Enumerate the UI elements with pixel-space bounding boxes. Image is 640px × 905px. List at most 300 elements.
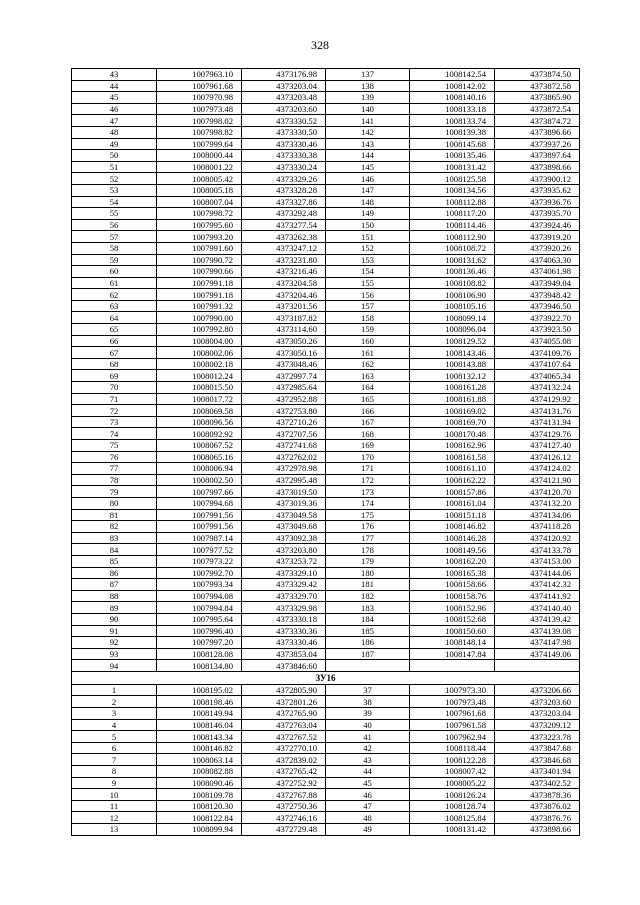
x-coordinate: 1008195.02 bbox=[157, 684, 242, 696]
table-row bbox=[72, 277, 580, 289]
point-number: 47 bbox=[72, 115, 157, 127]
x-coordinate: 1008122.28 bbox=[410, 754, 495, 766]
table-row bbox=[72, 532, 580, 544]
x-coordinate: 1008161.04 bbox=[410, 497, 495, 509]
point-number: 88 bbox=[72, 590, 157, 602]
point-number: 79 bbox=[72, 486, 157, 498]
x-coordinate: 1008007.42 bbox=[410, 766, 495, 778]
x-coordinate: 1008145.68 bbox=[410, 138, 495, 150]
point-number: 184 bbox=[326, 613, 410, 625]
y-coordinate: 4373330.18 bbox=[242, 613, 326, 625]
x-coordinate: 1007961.68 bbox=[410, 708, 495, 720]
x-coordinate: 1008133.18 bbox=[410, 103, 495, 115]
x-coordinate: 1007993.34 bbox=[157, 579, 242, 591]
y-coordinate: 4372767.88 bbox=[242, 789, 326, 801]
point-number: 63 bbox=[72, 300, 157, 312]
point-number: 67 bbox=[72, 347, 157, 359]
table-row bbox=[72, 92, 580, 104]
point-number: 86 bbox=[72, 567, 157, 579]
point-number: 78 bbox=[72, 474, 157, 486]
y-coordinate: 4373920.26 bbox=[495, 242, 580, 254]
x-coordinate: 1007997.66 bbox=[157, 486, 242, 498]
y-coordinate: 4373204.58 bbox=[242, 277, 326, 289]
y-coordinate: 4373223.78 bbox=[495, 731, 580, 743]
y-coordinate: 4372752.92 bbox=[242, 777, 326, 789]
x-coordinate: 1008105.16 bbox=[410, 300, 495, 312]
y-coordinate: 4372997.74 bbox=[242, 370, 326, 382]
point-number bbox=[326, 660, 410, 672]
table-row bbox=[72, 173, 580, 185]
point-number: 151 bbox=[326, 231, 410, 243]
x-coordinate: 1008152.68 bbox=[410, 613, 495, 625]
point-number: 46 bbox=[72, 103, 157, 115]
point-number: 12 bbox=[72, 812, 157, 824]
table-row bbox=[72, 742, 580, 754]
table-row bbox=[72, 451, 580, 463]
point-number: 154 bbox=[326, 266, 410, 278]
x-coordinate: 1008106.90 bbox=[410, 289, 495, 301]
x-coordinate: 1008065.16 bbox=[157, 451, 242, 463]
y-coordinate: 4374129.92 bbox=[495, 393, 580, 405]
point-number: 11 bbox=[72, 800, 157, 812]
point-number: 83 bbox=[72, 532, 157, 544]
x-coordinate: 1008170.48 bbox=[410, 428, 495, 440]
point-number: 43 bbox=[326, 754, 410, 766]
point-number: 92 bbox=[72, 637, 157, 649]
table-row bbox=[72, 463, 580, 475]
table-row bbox=[72, 766, 580, 778]
y-coordinate: 4372765.90 bbox=[242, 708, 326, 720]
x-coordinate: 1008131.62 bbox=[410, 254, 495, 266]
y-coordinate: 4373216.46 bbox=[242, 266, 326, 278]
y-coordinate: 4374132.24 bbox=[495, 382, 580, 394]
table-row bbox=[72, 196, 580, 208]
y-coordinate: 4373922.70 bbox=[495, 312, 580, 324]
y-coordinate: 4373329.42 bbox=[242, 579, 326, 591]
y-coordinate: 4373330.36 bbox=[242, 625, 326, 637]
point-number: 146 bbox=[326, 173, 410, 185]
y-coordinate: 4373206.66 bbox=[495, 684, 580, 696]
x-coordinate: 1008131.42 bbox=[410, 161, 495, 173]
point-number: 65 bbox=[72, 324, 157, 336]
point-number: 145 bbox=[326, 161, 410, 173]
x-coordinate: 1008117.20 bbox=[410, 208, 495, 220]
y-coordinate: 4373876.02 bbox=[495, 800, 580, 812]
table-row bbox=[72, 824, 580, 836]
point-number: 70 bbox=[72, 382, 157, 394]
table-row bbox=[72, 497, 580, 509]
y-coordinate: 4372762.02 bbox=[242, 451, 326, 463]
x-coordinate: 1008165.38 bbox=[410, 567, 495, 579]
table-row bbox=[72, 69, 580, 81]
x-coordinate: 1008069.58 bbox=[157, 405, 242, 417]
point-number: 45 bbox=[326, 777, 410, 789]
y-coordinate: 4373203.48 bbox=[242, 92, 326, 104]
table-row bbox=[72, 777, 580, 789]
table-row bbox=[72, 789, 580, 801]
point-number: 69 bbox=[72, 370, 157, 382]
table-row bbox=[72, 358, 580, 370]
x-coordinate: 1008161.10 bbox=[410, 463, 495, 475]
x-coordinate: 1008158.76 bbox=[410, 590, 495, 602]
section-header-row bbox=[72, 671, 580, 684]
y-coordinate: 4373049.68 bbox=[242, 521, 326, 533]
x-coordinate: 1007973.48 bbox=[410, 696, 495, 708]
point-number: 137 bbox=[326, 69, 410, 81]
table-row bbox=[72, 602, 580, 614]
point-number: 172 bbox=[326, 474, 410, 486]
y-coordinate: 4373898.66 bbox=[495, 824, 580, 836]
x-coordinate: 1008063.14 bbox=[157, 754, 242, 766]
y-coordinate: 4374120.92 bbox=[495, 532, 580, 544]
x-coordinate: 1007991.18 bbox=[157, 277, 242, 289]
x-coordinate: 1007994.84 bbox=[157, 602, 242, 614]
point-number: 2 bbox=[72, 696, 157, 708]
x-coordinate: 1008157.86 bbox=[410, 486, 495, 498]
table-row bbox=[72, 312, 580, 324]
y-coordinate: 4372767.52 bbox=[242, 731, 326, 743]
table-row bbox=[72, 115, 580, 127]
y-coordinate: 4374139.08 bbox=[495, 625, 580, 637]
point-number: 156 bbox=[326, 289, 410, 301]
y-coordinate: 4373203.04 bbox=[242, 80, 326, 92]
y-coordinate: 4373846.60 bbox=[242, 660, 326, 672]
x-coordinate: 1007973.48 bbox=[157, 103, 242, 115]
x-coordinate: 1007998.82 bbox=[157, 126, 242, 138]
table-row bbox=[72, 590, 580, 602]
x-coordinate: 1008082.88 bbox=[157, 766, 242, 778]
point-number: 164 bbox=[326, 382, 410, 394]
point-number: 55 bbox=[72, 208, 157, 220]
point-number: 42 bbox=[326, 742, 410, 754]
x-coordinate: 1008140.16 bbox=[410, 92, 495, 104]
y-coordinate: 4373253.72 bbox=[242, 555, 326, 567]
point-number: 44 bbox=[72, 80, 157, 92]
table-row bbox=[72, 731, 580, 743]
point-number: 57 bbox=[72, 231, 157, 243]
point-number: 180 bbox=[326, 567, 410, 579]
x-coordinate: 1007992.70 bbox=[157, 567, 242, 579]
y-coordinate: 4374129.76 bbox=[495, 428, 580, 440]
x-coordinate: 1008000.44 bbox=[157, 150, 242, 162]
point-number: 158 bbox=[326, 312, 410, 324]
y-coordinate: 4373203.80 bbox=[242, 544, 326, 556]
point-number: 53 bbox=[72, 184, 157, 196]
x-coordinate: 1008099.14 bbox=[410, 312, 495, 324]
x-coordinate: 1008108.82 bbox=[410, 277, 495, 289]
point-number: 94 bbox=[72, 660, 157, 672]
x-coordinate: 1007961.68 bbox=[157, 80, 242, 92]
x-coordinate: 1008146.82 bbox=[157, 742, 242, 754]
point-number: 175 bbox=[326, 509, 410, 521]
x-coordinate: 1007993.20 bbox=[157, 231, 242, 243]
y-coordinate: 4373019.50 bbox=[242, 486, 326, 498]
point-number: 40 bbox=[326, 719, 410, 731]
table-row bbox=[72, 231, 580, 243]
coordinates-table bbox=[71, 68, 580, 836]
y-coordinate: 4372741.68 bbox=[242, 440, 326, 452]
point-number: 56 bbox=[72, 219, 157, 231]
point-number: 39 bbox=[326, 708, 410, 720]
x-coordinate: 1007994.08 bbox=[157, 590, 242, 602]
y-coordinate: 4373019.36 bbox=[242, 497, 326, 509]
table-row bbox=[72, 150, 580, 162]
x-coordinate: 1007997.20 bbox=[157, 637, 242, 649]
point-number: 138 bbox=[326, 80, 410, 92]
y-coordinate: 4373327.86 bbox=[242, 196, 326, 208]
point-number: 61 bbox=[72, 277, 157, 289]
x-coordinate: 1007991.56 bbox=[157, 521, 242, 533]
x-coordinate: 1007991.60 bbox=[157, 242, 242, 254]
x-coordinate: 1008067.52 bbox=[157, 440, 242, 452]
y-coordinate: 4373329.26 bbox=[242, 173, 326, 185]
table-row bbox=[72, 184, 580, 196]
y-coordinate: 4373187.82 bbox=[242, 312, 326, 324]
point-number: 60 bbox=[72, 266, 157, 278]
table-row bbox=[72, 428, 580, 440]
x-coordinate: 1008015.50 bbox=[157, 382, 242, 394]
x-coordinate: 1008139.38 bbox=[410, 126, 495, 138]
y-coordinate: 4374140.40 bbox=[495, 602, 580, 614]
table-row bbox=[72, 242, 580, 254]
x-coordinate: 1007998.72 bbox=[157, 208, 242, 220]
point-number: 73 bbox=[72, 416, 157, 428]
point-number: 54 bbox=[72, 196, 157, 208]
point-number: 87 bbox=[72, 579, 157, 591]
point-number: 159 bbox=[326, 324, 410, 336]
coordinates-part-2 bbox=[72, 684, 580, 835]
y-coordinate: 4372805.90 bbox=[242, 684, 326, 696]
point-number: 90 bbox=[72, 613, 157, 625]
y-coordinate: 4373114.60 bbox=[242, 324, 326, 336]
x-coordinate: 1008149.94 bbox=[157, 708, 242, 720]
y-coordinate: 4373092.38 bbox=[242, 532, 326, 544]
point-number: 37 bbox=[326, 684, 410, 696]
point-number: 177 bbox=[326, 532, 410, 544]
table-row bbox=[72, 254, 580, 266]
point-number: 13 bbox=[72, 824, 157, 836]
table-row bbox=[72, 812, 580, 824]
y-coordinate: 4374065.34 bbox=[495, 370, 580, 382]
point-number: 1 bbox=[72, 684, 157, 696]
x-coordinate: 1007990.00 bbox=[157, 312, 242, 324]
table-row bbox=[72, 696, 580, 708]
table-row bbox=[72, 335, 580, 347]
y-coordinate: 4373948.42 bbox=[495, 289, 580, 301]
point-number: 139 bbox=[326, 92, 410, 104]
x-coordinate: 1008108.72 bbox=[410, 242, 495, 254]
x-coordinate: 1008002.50 bbox=[157, 474, 242, 486]
point-number: 72 bbox=[72, 405, 157, 417]
table-row bbox=[72, 219, 580, 231]
y-coordinate: 4373203.04 bbox=[495, 708, 580, 720]
y-coordinate: 4373292.48 bbox=[242, 208, 326, 220]
point-number: 152 bbox=[326, 242, 410, 254]
point-number: 140 bbox=[326, 103, 410, 115]
y-coordinate: 4372770.10 bbox=[242, 742, 326, 754]
point-number: 153 bbox=[326, 254, 410, 266]
point-number: 82 bbox=[72, 521, 157, 533]
point-number: 91 bbox=[72, 625, 157, 637]
x-coordinate: 1008092.92 bbox=[157, 428, 242, 440]
y-coordinate bbox=[495, 660, 580, 672]
y-coordinate: 4373876.76 bbox=[495, 812, 580, 824]
x-coordinate: 1008118.44 bbox=[410, 742, 495, 754]
y-coordinate: 4373896.66 bbox=[495, 126, 580, 138]
table-row bbox=[72, 300, 580, 312]
point-number: 174 bbox=[326, 497, 410, 509]
point-number: 5 bbox=[72, 731, 157, 743]
y-coordinate: 4374134.06 bbox=[495, 509, 580, 521]
point-number: 38 bbox=[326, 696, 410, 708]
y-coordinate: 4374141.92 bbox=[495, 590, 580, 602]
point-number: 77 bbox=[72, 463, 157, 475]
point-number: 45 bbox=[72, 92, 157, 104]
x-coordinate: 1008147.84 bbox=[410, 648, 495, 660]
point-number: 178 bbox=[326, 544, 410, 556]
y-coordinate: 4373401.94 bbox=[495, 766, 580, 778]
point-number: 168 bbox=[326, 428, 410, 440]
point-number: 6 bbox=[72, 742, 157, 754]
table-row bbox=[72, 613, 580, 625]
x-coordinate: 1008122.84 bbox=[157, 812, 242, 824]
y-coordinate: 4373277.54 bbox=[242, 219, 326, 231]
point-number: 50 bbox=[72, 150, 157, 162]
x-coordinate: 1008169.02 bbox=[410, 405, 495, 417]
x-coordinate: 1007991.18 bbox=[157, 289, 242, 301]
y-coordinate: 4373330.46 bbox=[242, 138, 326, 150]
x-coordinate: 1007990.66 bbox=[157, 266, 242, 278]
table-row bbox=[72, 637, 580, 649]
table-row bbox=[72, 648, 580, 660]
x-coordinate: 1008142.54 bbox=[410, 69, 495, 81]
point-number: 68 bbox=[72, 358, 157, 370]
x-coordinate: 1007994.68 bbox=[157, 497, 242, 509]
table-row bbox=[72, 289, 580, 301]
point-number: 176 bbox=[326, 521, 410, 533]
table-row bbox=[72, 440, 580, 452]
x-coordinate: 1007995.60 bbox=[157, 219, 242, 231]
y-coordinate: 4373935.70 bbox=[495, 208, 580, 220]
table-row bbox=[72, 103, 580, 115]
y-coordinate: 4373935.62 bbox=[495, 184, 580, 196]
point-number: 160 bbox=[326, 335, 410, 347]
point-number: 52 bbox=[72, 173, 157, 185]
y-coordinate: 4372985.64 bbox=[242, 382, 326, 394]
table-row bbox=[72, 324, 580, 336]
x-coordinate: 1008146.28 bbox=[410, 532, 495, 544]
point-number: 59 bbox=[72, 254, 157, 266]
page-number: 328 bbox=[311, 38, 329, 52]
x-coordinate: 1008006.94 bbox=[157, 463, 242, 475]
x-coordinate: 1007996.40 bbox=[157, 625, 242, 637]
table-row bbox=[72, 486, 580, 498]
y-coordinate: 4372750.36 bbox=[242, 800, 326, 812]
x-coordinate: 1007995.64 bbox=[157, 613, 242, 625]
x-coordinate: 1007991.32 bbox=[157, 300, 242, 312]
y-coordinate: 4373949.04 bbox=[495, 277, 580, 289]
y-coordinate: 4373924.46 bbox=[495, 219, 580, 231]
table-row bbox=[72, 80, 580, 92]
x-coordinate: 1008114.46 bbox=[410, 219, 495, 231]
y-coordinate: 4374147.98 bbox=[495, 637, 580, 649]
y-coordinate: 4373330.52 bbox=[242, 115, 326, 127]
y-coordinate: 4373878.36 bbox=[495, 789, 580, 801]
x-coordinate: 1008134.80 bbox=[157, 660, 242, 672]
y-coordinate: 4374055.08 bbox=[495, 335, 580, 347]
x-coordinate: 1008120.30 bbox=[157, 800, 242, 812]
x-coordinate: 1008005.22 bbox=[410, 777, 495, 789]
y-coordinate: 4373203.60 bbox=[242, 103, 326, 115]
x-coordinate: 1008162.96 bbox=[410, 440, 495, 452]
table-row bbox=[72, 567, 580, 579]
x-coordinate: 1008146.04 bbox=[157, 719, 242, 731]
x-coordinate: 1008161.88 bbox=[410, 393, 495, 405]
coordinates-part-1 bbox=[72, 69, 580, 672]
table-row bbox=[72, 393, 580, 405]
point-number: 185 bbox=[326, 625, 410, 637]
y-coordinate: 4373865.90 bbox=[495, 92, 580, 104]
y-coordinate: 4374144.06 bbox=[495, 567, 580, 579]
point-number: 66 bbox=[72, 335, 157, 347]
point-number: 166 bbox=[326, 405, 410, 417]
x-coordinate: 1007987.14 bbox=[157, 532, 242, 544]
table-row bbox=[72, 660, 580, 672]
y-coordinate: 4373329.70 bbox=[242, 590, 326, 602]
point-number: 186 bbox=[326, 637, 410, 649]
y-coordinate: 4374149.06 bbox=[495, 648, 580, 660]
x-coordinate: 1007977.52 bbox=[157, 544, 242, 556]
y-coordinate: 4374139.42 bbox=[495, 613, 580, 625]
point-number: 169 bbox=[326, 440, 410, 452]
point-number: 58 bbox=[72, 242, 157, 254]
x-coordinate: 1008109.78 bbox=[157, 789, 242, 801]
y-coordinate: 4372952.88 bbox=[242, 393, 326, 405]
table-row bbox=[72, 347, 580, 359]
point-number: 161 bbox=[326, 347, 410, 359]
y-coordinate: 4372746.16 bbox=[242, 812, 326, 824]
y-coordinate: 4372707.56 bbox=[242, 428, 326, 440]
y-coordinate: 4373329.10 bbox=[242, 567, 326, 579]
x-coordinate: 1008143.88 bbox=[410, 358, 495, 370]
point-number: 47 bbox=[326, 800, 410, 812]
y-coordinate: 4372995.48 bbox=[242, 474, 326, 486]
point-number: 43 bbox=[72, 69, 157, 81]
y-coordinate: 4373897.64 bbox=[495, 150, 580, 162]
x-coordinate: 1008134.56 bbox=[410, 184, 495, 196]
point-number: 85 bbox=[72, 555, 157, 567]
y-coordinate: 4372765.42 bbox=[242, 766, 326, 778]
y-coordinate: 4373874.50 bbox=[495, 69, 580, 81]
table-row bbox=[72, 161, 580, 173]
table-row bbox=[72, 800, 580, 812]
point-number: 81 bbox=[72, 509, 157, 521]
point-number: 3 bbox=[72, 708, 157, 720]
point-number: 179 bbox=[326, 555, 410, 567]
point-number: 141 bbox=[326, 115, 410, 127]
point-number: 74 bbox=[72, 428, 157, 440]
point-number: 89 bbox=[72, 602, 157, 614]
y-coordinate: 4373936.76 bbox=[495, 196, 580, 208]
y-coordinate: 4372763.04 bbox=[242, 719, 326, 731]
x-coordinate: 1007973.22 bbox=[157, 555, 242, 567]
x-coordinate: 1008005.18 bbox=[157, 184, 242, 196]
x-coordinate: 1008133.74 bbox=[410, 115, 495, 127]
y-coordinate: 4373330.50 bbox=[242, 126, 326, 138]
y-coordinate: 4374126.12 bbox=[495, 451, 580, 463]
y-coordinate: 4373853.04 bbox=[242, 648, 326, 660]
y-coordinate: 4374118.28 bbox=[495, 521, 580, 533]
